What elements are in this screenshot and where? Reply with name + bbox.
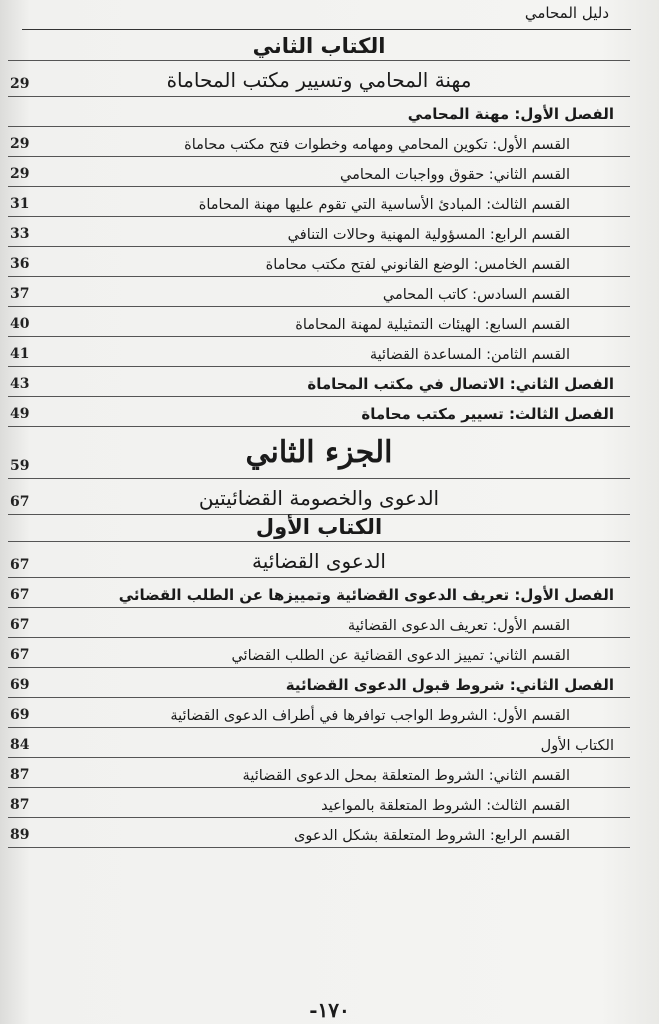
section-title: القسم الرابع: المسؤولية المهنية وحالات التنافي (287, 227, 570, 243)
section-title: القسم الثاني: تمييز الدعوى القضائية عن الطلب القضائي (231, 648, 570, 664)
heading-title: مهنة المحامي وتسيير مكتب المحاماة (166, 68, 472, 92)
toc-entry (8, 638, 630, 668)
section-title: القسم الرابع: الشروط المتعلقة بشكل الدعوى (294, 828, 570, 844)
section-title: القسم الأول: الشروط الواجب توافرها في أطراف الدعوى القضائية (170, 708, 570, 724)
section-title: القسم الأول: تعريف الدعوى القضائية (347, 618, 570, 634)
toc-entry (8, 337, 630, 367)
toc-page-number: 29 (10, 76, 30, 92)
toc-page-number: 67 (10, 617, 30, 633)
chapter-title: الفصل الأول: مهنة المحامي (407, 105, 614, 123)
toc-entry (8, 788, 630, 818)
toc-page-number: 89 (10, 827, 30, 843)
section-title: القسم الخامس: الوضع القانوني لفتح مكتب محاماة (265, 257, 570, 273)
toc-page-number: 40 (10, 316, 30, 332)
toc-page-number: 37 (10, 286, 30, 302)
toc-entry (8, 818, 630, 848)
chapter-title: الفصل الثاني: الاتصال في مكتب المحاماة (307, 375, 614, 393)
heading-title: الجزء الثاني (245, 435, 393, 470)
section-title: القسم السادس: كاتب المحامي (382, 287, 570, 303)
chapter-title: الفصل الأول: تعريف الدعوى القضائية وتمييزها عن الطلب القضائي (118, 586, 614, 604)
header-rule (22, 29, 631, 30)
toc-page-number: 29 (10, 166, 30, 182)
chapter-title: الفصل الثاني: شروط قبول الدعوى القضائية (285, 676, 614, 694)
toc-page-number: 29 (10, 136, 30, 152)
section-title: القسم الأول: تكوين المحامي ومهامه وخطوات فتح مكتب محاماة (184, 137, 570, 153)
toc-page-number: 36 (10, 256, 30, 272)
toc-page-number: 69 (10, 707, 30, 723)
toc-entry (8, 157, 630, 187)
toc-entry (8, 187, 630, 217)
toc-entry (8, 578, 630, 608)
toc-page-number: 31 (10, 196, 30, 212)
toc-entry (8, 515, 630, 542)
page-number: -١٧٠ (309, 998, 350, 1022)
heading-title: الكتاب الأول (255, 515, 383, 539)
section-title: القسم الثاني: حقوق وواجبات المحامي (340, 167, 570, 183)
toc-page-number: 87 (10, 797, 30, 813)
toc-page-number: 67 (10, 647, 30, 663)
toc-page-number: 41 (10, 346, 30, 362)
table-of-contents (8, 34, 630, 848)
toc-entry (8, 61, 630, 97)
heading-title: الكتاب الثاني (252, 34, 386, 58)
chapter-title: الفصل الثالث: تسيير مكتب محاماة (361, 405, 614, 423)
toc-page-number: 33 (10, 226, 30, 242)
toc-entry (8, 127, 630, 157)
toc-entry (8, 479, 630, 515)
toc-entry (8, 367, 630, 397)
section-title: القسم الثاني: الشروط المتعلقة بمحل الدعوى القضائية (242, 768, 570, 784)
section-title: القسم الثالث: الشروط المتعلقة بالمواعيد (321, 798, 570, 814)
toc-page-number: 67 (10, 557, 30, 573)
toc-entry (8, 34, 630, 61)
toc-page-number: 69 (10, 677, 30, 693)
running-header: دليل المحامي (524, 4, 609, 22)
toc-entry (8, 307, 630, 337)
toc-entry (8, 247, 630, 277)
section-title: القسم الثامن: المساعدة القضائية (369, 347, 570, 363)
toc-page-number: 67 (10, 494, 30, 510)
toc-entry (8, 698, 630, 728)
toc-entry (8, 728, 630, 758)
heading-title: الدعوى القضائية (252, 549, 386, 573)
heading-title: الكتاب الأول (540, 738, 614, 754)
toc-page-number: 84 (10, 737, 30, 753)
toc-page-number: 49 (10, 406, 30, 422)
section-title: القسم السابع: الهيئات التمثيلية لمهنة المحاماة (295, 317, 570, 333)
toc-entry (8, 758, 630, 788)
toc-page-number: 43 (10, 376, 30, 392)
toc-page-number: 87 (10, 767, 30, 783)
toc-entry (8, 427, 630, 479)
heading-title: الدعوى والخصومة القضائيتين (198, 486, 440, 510)
toc-entry (8, 97, 630, 127)
toc-page-number: 59 (10, 458, 30, 474)
toc-entry (8, 542, 630, 578)
toc-entry (8, 608, 630, 638)
toc-page-number: 67 (10, 587, 30, 603)
section-title: القسم الثالث: المبادئ الأساسية التي تقوم عليها مهنة المحاماة (198, 197, 570, 213)
toc-entry (8, 277, 630, 307)
toc-entry (8, 397, 630, 427)
toc-entry (8, 668, 630, 698)
toc-entry (8, 217, 630, 247)
